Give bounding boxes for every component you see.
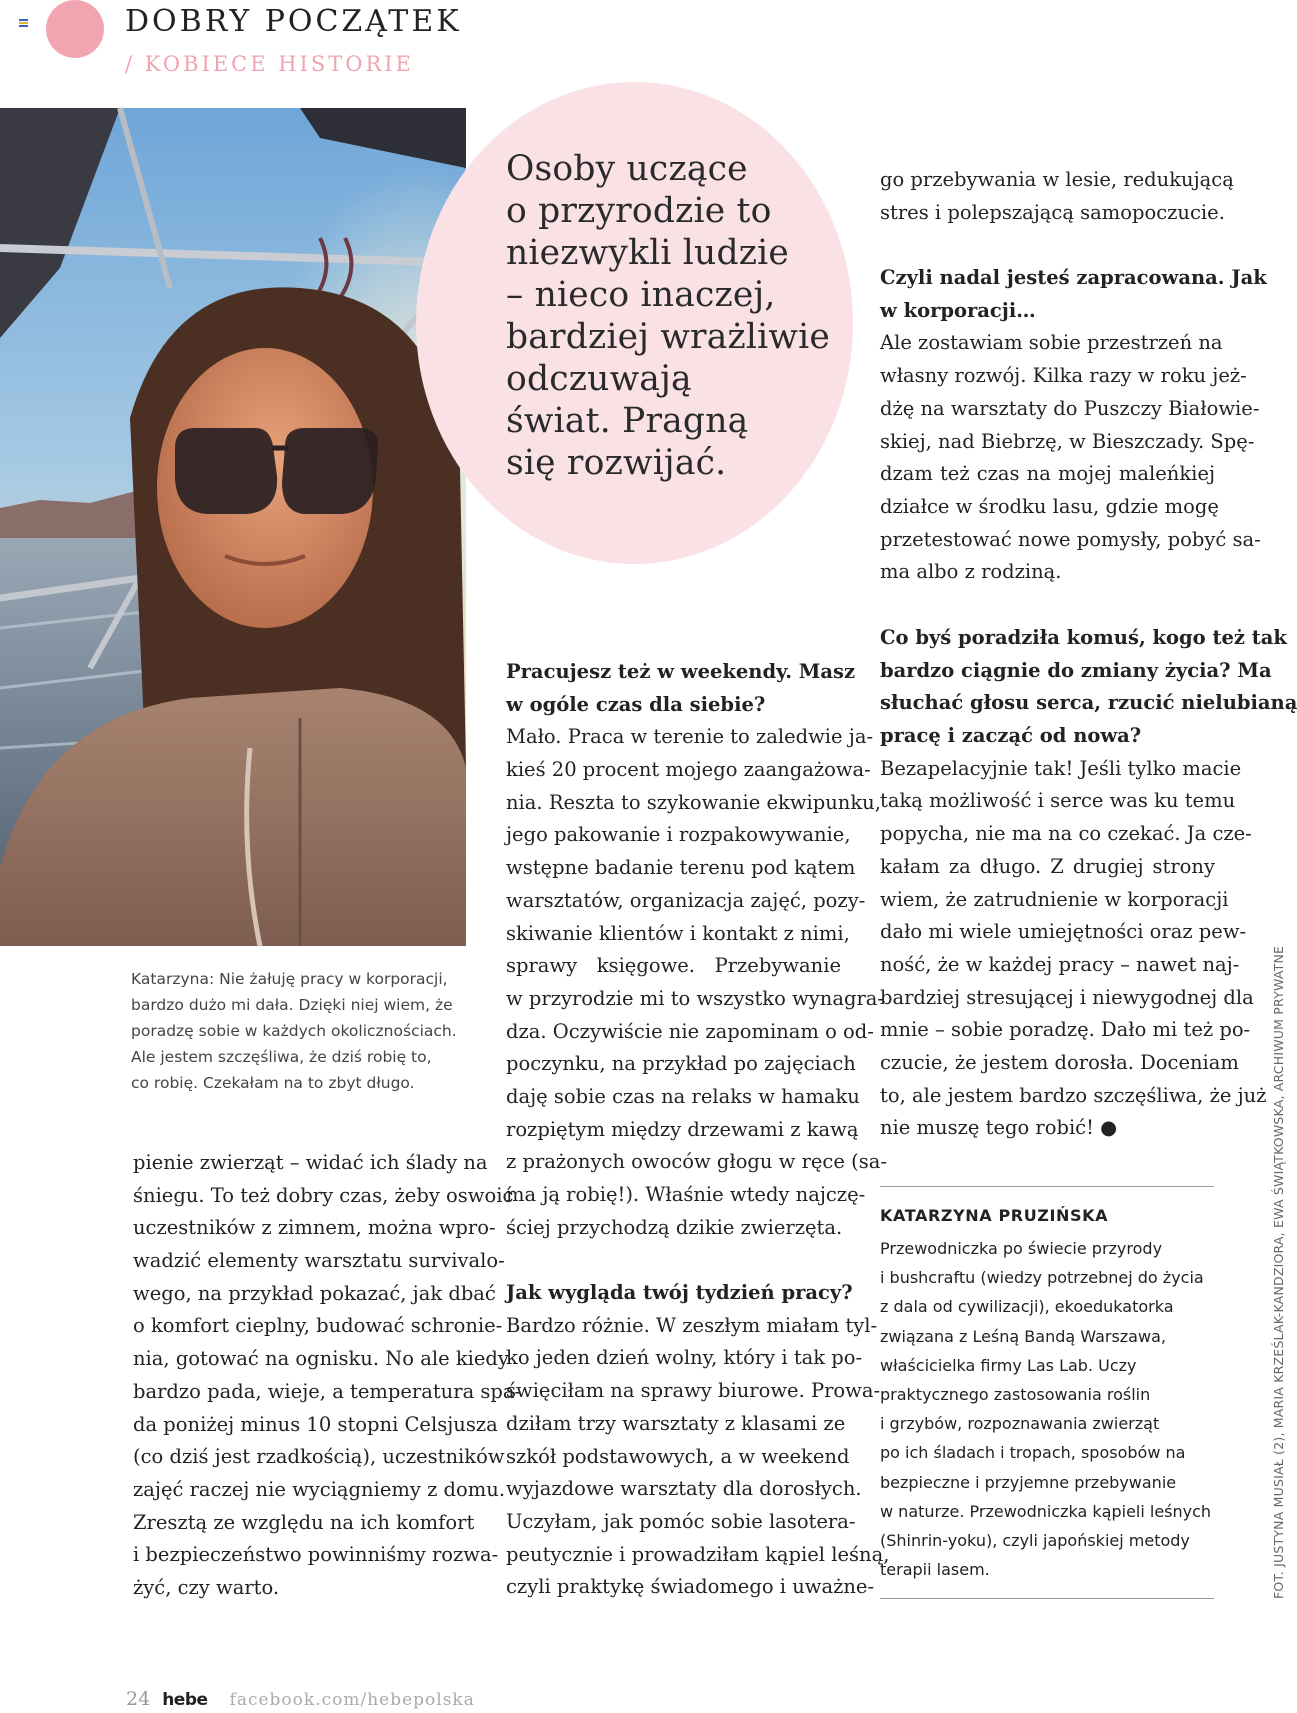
bio-line: związana z Leśną Bandą Warszawa,	[880, 1326, 1166, 1346]
body-line: kieś 20 procent mojego zaangażowa-	[506, 758, 871, 782]
body-line: przetestować nowe pomysły, pobyć sa-	[880, 527, 1261, 551]
body-line: Ale zostawiam sobie przestrzeń na	[880, 331, 1223, 355]
body-line: sprawy księgowe. Przebywanie	[506, 954, 841, 978]
body-line: bardzo pada, wieje, a temperatura spa-	[133, 1379, 522, 1403]
interview-question: Pracujesz też w weekendy. Masz	[506, 660, 856, 683]
body-line: popycha, nie ma na co czekać. Ja cze-	[880, 822, 1252, 846]
interview-question: Co byś poradziła komuś, kogo też tak	[880, 626, 1287, 649]
body-line: dzam też czas na mojej maleńkiej	[880, 462, 1215, 486]
bio-line: z dala od cywilizacji), ekoedukatorka	[880, 1297, 1174, 1317]
body-line: ma ją robię!). Właśnie wtedy najczę-	[506, 1183, 866, 1206]
body-line: go przebywania w lesie, redukującą	[880, 168, 1234, 191]
body-line: skiwanie klientów i kontakt z nimi,	[506, 921, 850, 945]
bio-line: (Shinrin-yoku), czyli japońskiej metody	[880, 1531, 1190, 1551]
interview-question: Czyli nadal jesteś zapracowana. Jak	[880, 266, 1267, 290]
interview-question: w ogóle czas dla siebie?	[506, 692, 766, 716]
body-line: bardziej stresującej i niewygodnej dla	[880, 985, 1254, 1009]
pull-quote-line: – nieco inaczej,	[506, 275, 776, 315]
body-line: dza. Oczywiście nie zapominam o od-	[506, 1019, 874, 1043]
body-line: żyć, czy warto.	[133, 1575, 280, 1599]
interview-question: słuchać głosu serca, rzucić nielubianą	[880, 691, 1297, 715]
body-line: święciłam na sprawy biurowe. Prowa-	[506, 1379, 881, 1403]
section-marker-dot	[46, 0, 104, 58]
brand-logo: hebe	[162, 1690, 208, 1710]
pull-quote-line: bardziej wrażliwie	[506, 317, 830, 357]
interview-question: Jak wygląda twój tydzień pracy?	[506, 1281, 853, 1305]
body-line: działce w środku lasu, gdzie mogę	[880, 494, 1219, 518]
body-line: śniegu. To też dobry czas, żeby oswoić	[133, 1183, 514, 1207]
bio-line: w naturze. Przewodniczka kąpieli leśnych	[880, 1501, 1212, 1521]
bio-text	[880, 1234, 1214, 1584]
body-line: dziłam trzy warsztaty z klasami ze	[506, 1411, 846, 1435]
caption-line: poradzę sobie w każdych okolicznościach.	[131, 1022, 457, 1040]
body-line: i bezpieczeństwo powinniśmy rozwa-	[133, 1543, 499, 1567]
bio-line: i bushcraftu (wiedzy potrzebnej do życia	[880, 1268, 1204, 1288]
footer-link[interactable]: facebook.com/hebepolska	[229, 1690, 475, 1710]
caption-line: Ale jestem szczęśliwa, że dziś robię to,	[131, 1048, 432, 1066]
body-line: (co dziś jest rzadkością), uczestników	[133, 1445, 505, 1469]
body-line: peutycznie i prowadziłam kąpiel leśną,	[506, 1542, 890, 1566]
section-title: DOBRY POCZĄTEK	[125, 4, 462, 39]
bio-line: praktycznego zastosowania roślin	[880, 1385, 1151, 1405]
section-subtitle: / KOBIECE HISTORIE	[125, 52, 414, 76]
body-line: wego, na przykład pokazać, jak dbać	[133, 1281, 496, 1305]
body-line: Uczyłam, jak pomóc sobie lasotera-	[506, 1509, 856, 1533]
bio-line: i grzybów, rozpoznawania zwierząt	[880, 1414, 1160, 1434]
article-column-1	[133, 1147, 522, 1605]
body-line: skiej, nad Biebrzę, w Bieszczady. Spę-	[880, 429, 1255, 453]
body-line: Bezapelacyjnie tak! Jeśli tylko macie	[880, 756, 1242, 780]
pull-quote-line: Osoby uczące	[506, 149, 748, 189]
body-line: w przyrodzie mi to wszystko wynagra-	[506, 986, 884, 1010]
body-line: to, ale jestem bardzo szczęśliwa, że już	[880, 1083, 1267, 1107]
bio-line: terapii lasem.	[880, 1560, 990, 1580]
body-line: da poniżej minus 10 stopni Celsjusza	[133, 1412, 498, 1436]
interview-question: pracę i zacząć od nowa?	[880, 724, 1142, 748]
pull-quote	[506, 148, 836, 484]
bio-line: bezpieczne i przyjemne przebywanie	[880, 1472, 1177, 1492]
body-line: czucie, że jestem dorosła. Doceniam	[880, 1050, 1239, 1074]
pull-quote-line: o przyrodzie to	[506, 191, 772, 231]
body-line: szkół podstawowych, a w weekend	[506, 1444, 850, 1468]
article-column-2	[506, 656, 890, 1604]
body-line: Zresztą ze względu na ich komfort	[133, 1510, 475, 1534]
body-line: nia. Reszta to szykowanie ekwipunku,	[506, 790, 881, 814]
bio-name: KATARZYNA PRUZIŃSKA	[880, 1206, 1109, 1225]
divider	[880, 1598, 1214, 1599]
body-line: wiem, że zatrudnienie w korporacji	[880, 887, 1229, 911]
article-column-3-continued	[880, 622, 1297, 1145]
body-line: nia, gotować na ognisku. No ale kiedy	[133, 1347, 509, 1371]
body-line: zajęć raczej nie wyciągniemy z domu.	[133, 1477, 506, 1501]
pull-quote-line: się rozwijać.	[506, 443, 727, 483]
page-number: 24	[126, 1688, 151, 1710]
photo-caption	[131, 966, 471, 1096]
caption-line: bardzo dużo mi dała. Dzięki niej wiem, że	[131, 996, 453, 1014]
body-line: ko jeden dzień wolny, który i tak po-	[506, 1346, 863, 1370]
body-line: wadzić elementy warsztatu survivalo-	[133, 1249, 505, 1273]
body-line: czyli praktykę świadomego i uważne-	[506, 1575, 875, 1599]
photo-credit: FOT. JUSTYNA MUSIAŁ (2), MARIA KRZEŚLAK-KANDZIORA, EWA ŚWIĄTKOWSKA, ARCHIWUM PRYWATNE	[1271, 945, 1286, 1599]
bio-line: Przewodniczka po świecie przyrody	[880, 1239, 1163, 1258]
pull-quote-line: niezwykli ludzie	[506, 233, 789, 273]
body-line: warsztatów, organizacja zajęć, pozy-	[506, 888, 866, 912]
bio-line: właścicielka firmy Las Lab. Uczy	[880, 1355, 1137, 1375]
body-line: pienie zwierząt – widać ich ślady na	[133, 1151, 488, 1174]
body-line: dało mi wiele umiejętności oraz pew-	[880, 920, 1247, 944]
divider	[880, 1186, 1214, 1187]
body-line: poczynku, na przykład po zajęciach	[506, 1052, 856, 1076]
body-line: z prażonych owoców głogu w ręce (sa-	[506, 1150, 887, 1174]
body-line: ma albo z rodziną.	[880, 560, 1062, 584]
article-column-3	[880, 164, 1267, 589]
body-line: kałam za długo. Z drugiej strony	[880, 854, 1215, 878]
body-line: ściej przychodzą dzikie zwierzęta.	[506, 1215, 843, 1239]
interview-question: bardzo ciągnie do zmiany życia? Ma	[880, 658, 1272, 682]
body-line: rozpiętym między drzewami z kawą	[506, 1117, 859, 1141]
body-line: mnie – sobie poradzę. Dało mi też po-	[880, 1018, 1251, 1042]
body-line: dżę na warsztaty do Puszczy Białowie-	[880, 396, 1260, 420]
body-line: Mało. Praca w terenie to zaledwie ja-	[506, 725, 874, 749]
body-line: taką możliwość i serce was ku temu	[880, 789, 1236, 813]
body-line: o komfort cieplny, budować schronie-	[133, 1314, 503, 1338]
body-line: wyjazdowe warsztaty dla dorosłych.	[506, 1477, 862, 1501]
interview-question: w korporacji…	[880, 298, 1036, 322]
menu-icon[interactable]	[19, 19, 28, 28]
caption-line: co robię. Czekałam na to zbyt długo.	[131, 1074, 415, 1092]
body-line: jego pakowanie i rozpakowywanie,	[506, 823, 851, 847]
body-line: stres i polepszającą samopoczucie.	[880, 200, 1225, 224]
body-line: ność, że w każdej pracy – nawet naj-	[880, 952, 1240, 976]
page-footer	[126, 1688, 475, 1710]
body-line: Bardzo różnie. W zeszłym miałam tyl-	[506, 1313, 878, 1337]
pull-quote-line: świat. Pragną	[506, 401, 749, 441]
body-line: uczestników z zimnem, można wpro-	[133, 1216, 496, 1240]
body-line: daję sobie czas na relaks w hamaku	[506, 1084, 860, 1108]
body-line: własny rozwój. Kilka razy w roku jeż-	[880, 364, 1247, 388]
caption-line: Katarzyna: Nie żałuję pracy w korporacji,	[131, 970, 448, 988]
body-line: nie muszę tego robić! ●	[880, 1116, 1118, 1140]
portrait-photo	[0, 108, 466, 946]
bio-line: po ich śladach i tropach, sposobów na	[880, 1443, 1186, 1463]
pull-quote-line: odczuwają	[506, 359, 692, 399]
body-line: wstępne badanie terenu pod kątem	[506, 856, 856, 880]
